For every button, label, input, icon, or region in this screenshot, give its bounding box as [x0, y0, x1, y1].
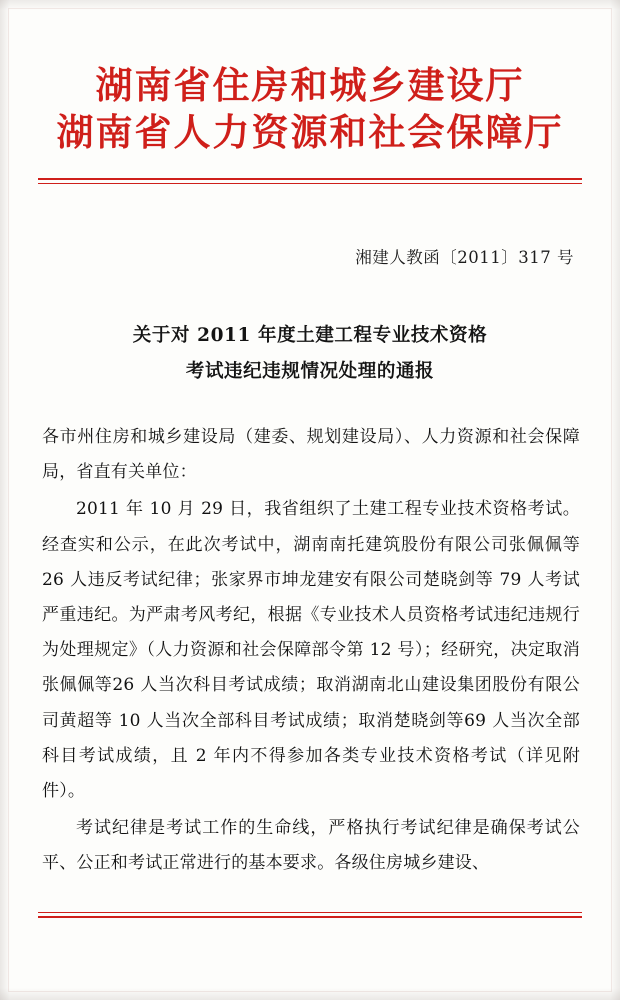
letterhead	[0, 62, 620, 155]
header-divider-thin	[38, 183, 582, 184]
document-title	[0, 318, 620, 389]
document-number: 湘建人教函〔2011〕317 号	[355, 248, 574, 267]
page-title-line-2: 考试违纪违规情况处理的通报	[185, 360, 435, 382]
footer-divider-thick	[38, 916, 582, 918]
body-paragraph-salutation: 各市州住房和城乡建设局（建委、规划建设局）、人力资源和社会保障局，省直有关单位：	[42, 427, 580, 483]
letterhead-line-1: 湖南省住房和城乡建设厅	[95, 63, 525, 107]
body-paragraph-2: 考试纪律是考试工作的生命线，严格执行考试纪律是确保考试公平、公正和考试正常进行的基本要求。各级住房城乡建设、	[42, 818, 580, 874]
page-title-line-1: 关于对 2011 年度土建工程专业技术资格	[132, 325, 488, 346]
body-paragraph-1: 2011 年 10 月 29 日，我省组织了土建工程专业技术资格考试。经查实和公示，在此次考试中，湖南南托建筑股份有限公司张佩佩等 26 人违反考试纪律；张家界市坤龙建安有限公司楚晓剑等 79 人考试严重违纪。为严肃考风考纪，根据《专业技术人员资格考试违纪违规行为处理规定》（人力资源和社会保障部令第 12 号）；经研究，决定取消张佩佩等26 人当次科目考试成绩；取消湖南北山建设集团股份有限公司黄超等 10 人当次全部科目考试成绩；取消楚晓剑等69 人当次全部科目考试成绩，且 2 年内不得参加各类专业技术资格考试（详见附件）。	[42, 499, 580, 801]
footer-divider	[38, 912, 582, 918]
letterhead-line-2: 湖南省人力资源和社会保障厅	[56, 109, 564, 154]
document-body	[42, 420, 580, 883]
header-divider	[38, 178, 582, 184]
